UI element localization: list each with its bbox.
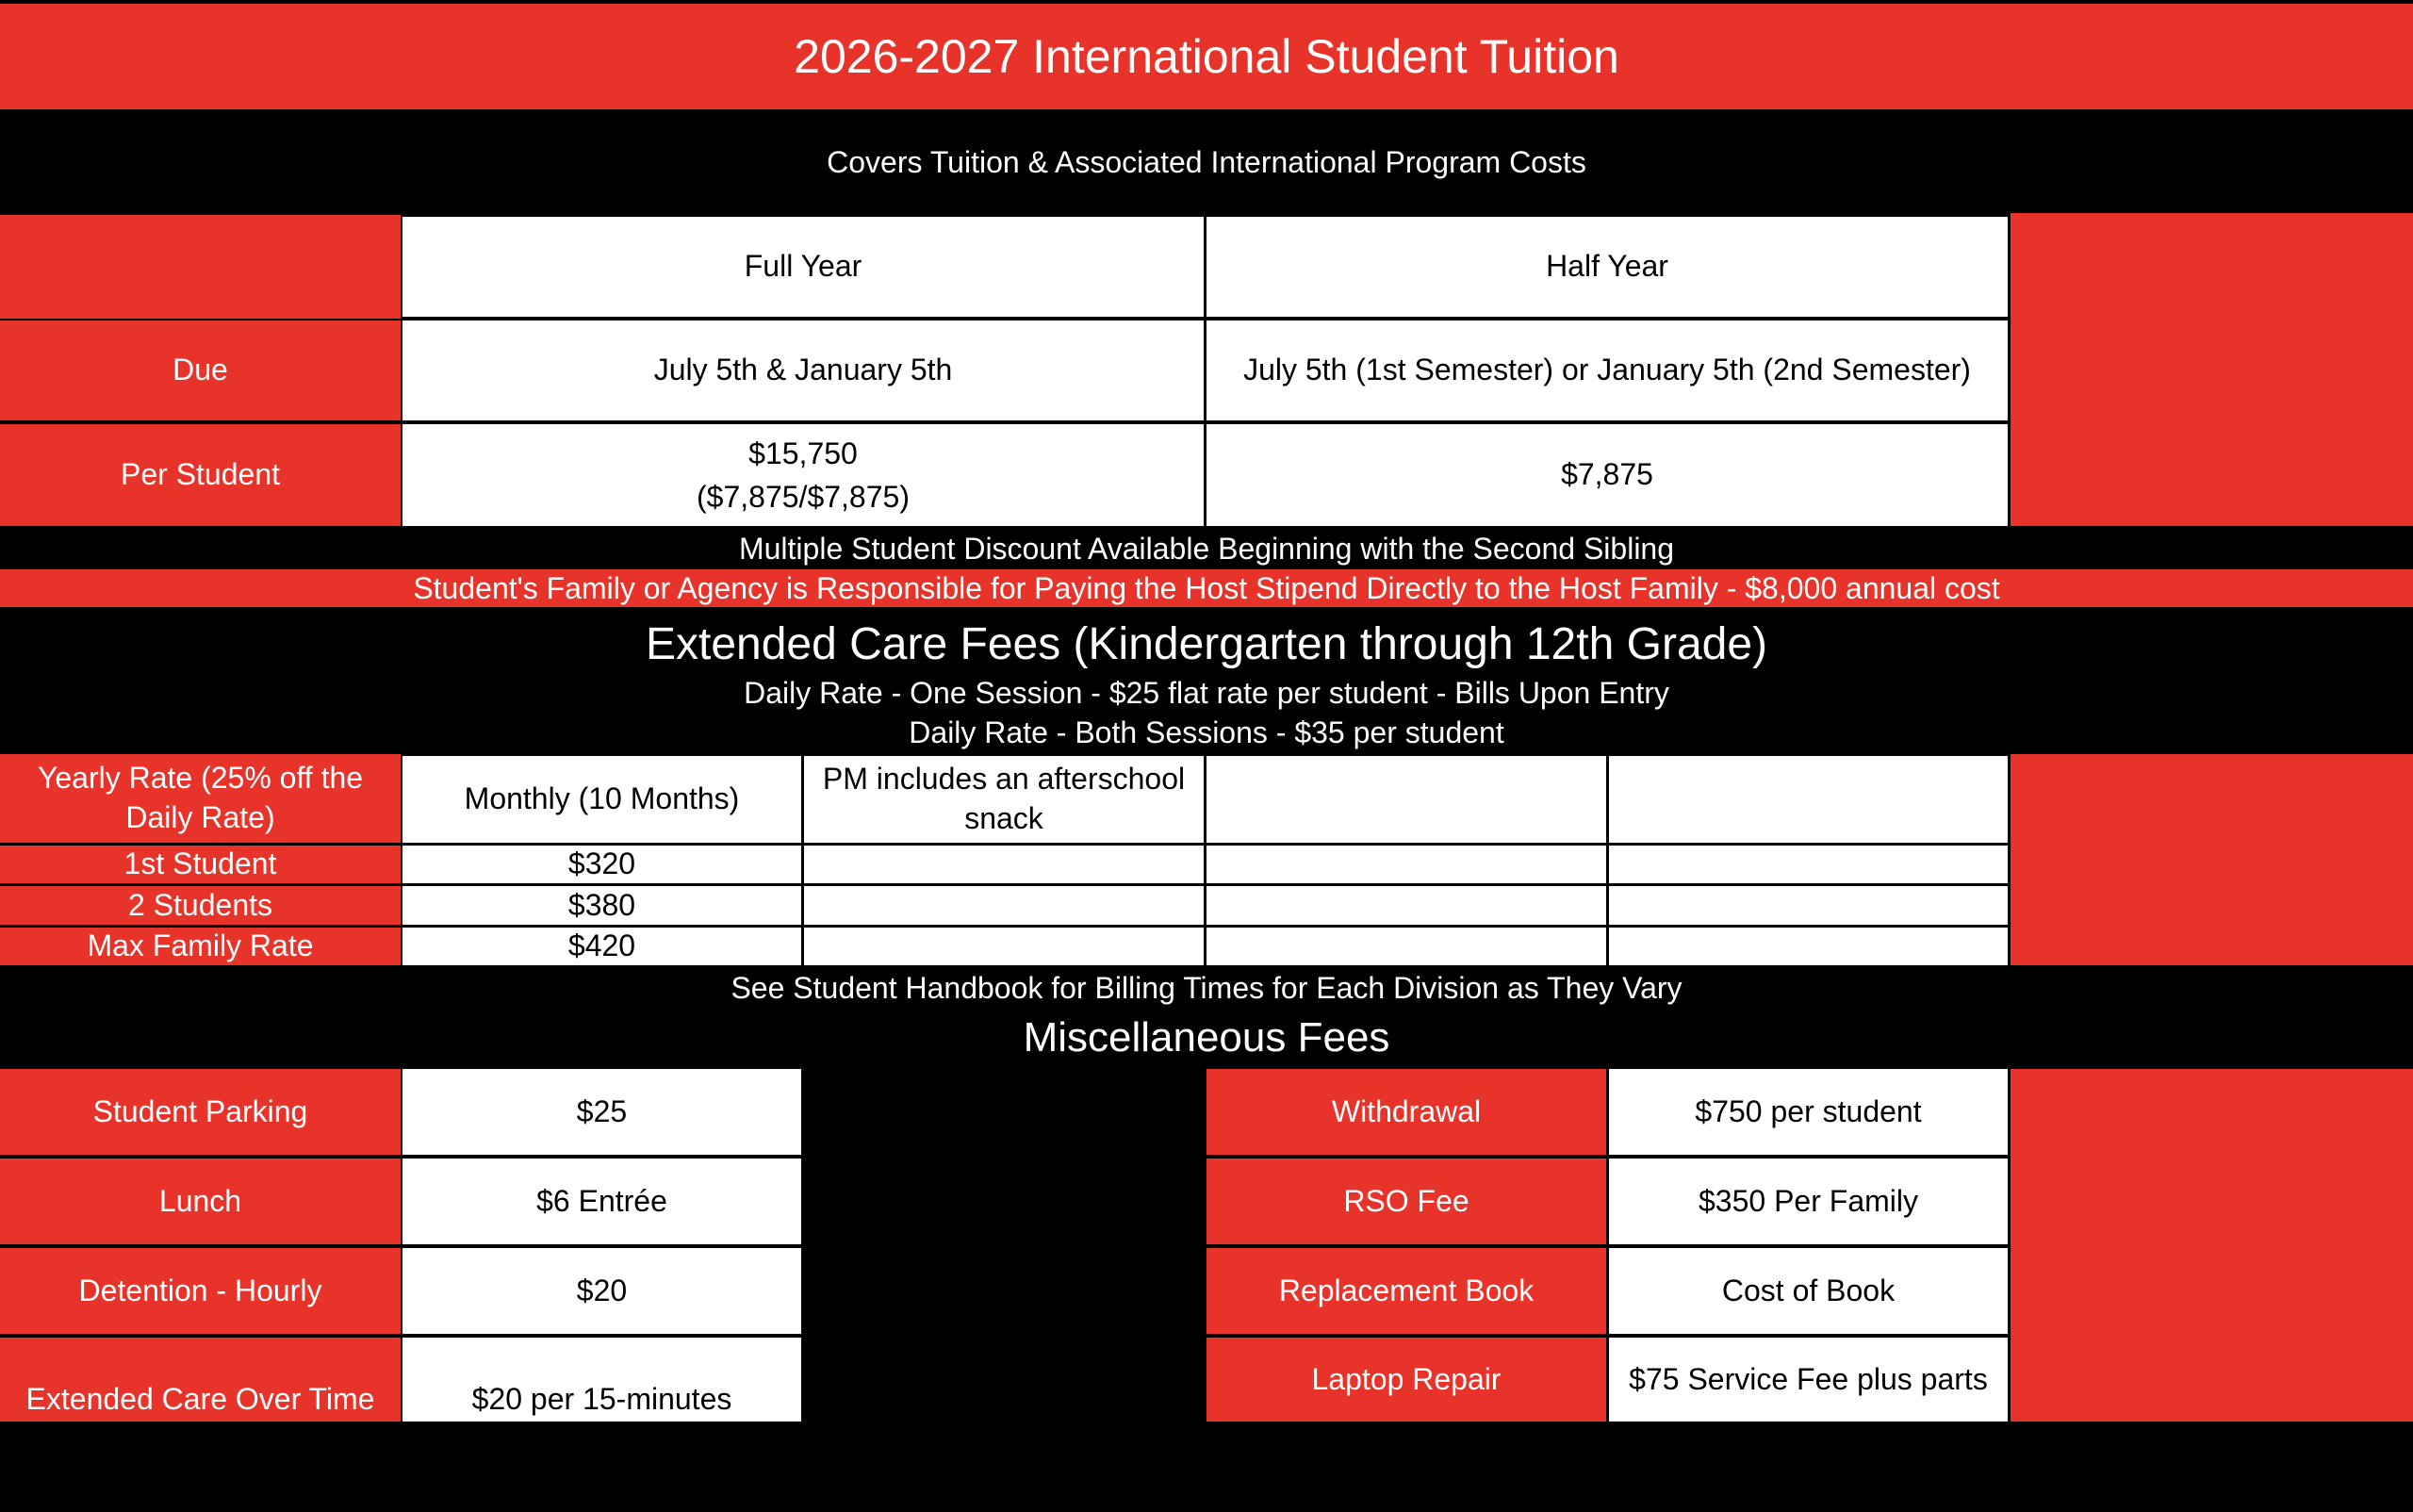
- empty-cell: [1609, 928, 2008, 965]
- ec-row-label: 1st Student: [0, 846, 401, 883]
- empty-cell: [1206, 846, 1606, 883]
- per-student-full-cell: [402, 424, 1204, 526]
- misc-title-bar: [0, 1009, 2413, 1067]
- handbook-note: See Student Handbook for Billing Times for Each Division as They Vary: [0, 967, 2413, 1009]
- misc-right-label: Withdrawal: [1206, 1069, 1606, 1155]
- per-student-half-cell: $7,875: [1206, 424, 2008, 526]
- misc-right-value: $75 Service Fee plus parts: [1609, 1338, 2008, 1422]
- misc-right-value: Cost of Book: [1609, 1248, 2008, 1334]
- half-year-header: Half Year: [1206, 217, 2008, 317]
- misc-left-value: $25: [402, 1069, 801, 1155]
- due-half-cell: July 5th (1st Semester) or January 5th (2nd Semester): [1206, 320, 2008, 420]
- misc-right-value: $350 Per Family: [1609, 1159, 2008, 1244]
- ec-row-value: $420: [402, 928, 801, 965]
- daily-both-sessions: Daily Rate - Both Sessions - $35 per student: [0, 713, 2413, 752]
- empty-cell: [1609, 886, 2008, 925]
- full-split: ($7,875/$7,875): [697, 480, 910, 514]
- empty-cell: [1206, 928, 1606, 965]
- full-total: $15,750: [748, 436, 858, 470]
- ec-row-value: $320: [402, 846, 801, 883]
- empty-cell: [804, 928, 1204, 965]
- empty-cell: [804, 846, 1204, 883]
- misc-left-value: $20: [402, 1248, 801, 1334]
- tuition-subtitle-bar: [0, 109, 2413, 215]
- misc-left-label: Student Parking: [0, 1069, 401, 1155]
- extended-care-title: Extended Care Fees (Kindergarten through 12th Grade): [645, 618, 1768, 669]
- extended-right-fill: [2011, 754, 2413, 965]
- misc-left-label: Lunch: [0, 1159, 401, 1244]
- empty-cell: [804, 886, 1204, 925]
- tuition-corner-cell: [0, 215, 401, 319]
- tuition-right-fill: [2011, 213, 2413, 526]
- per-student-label-cell: Per Student: [0, 424, 401, 526]
- host-note-bar: Student's Family or Agency is Responsible for Paying the Host Stipend Directly to the Host Family - $8,000 annual cost: [0, 569, 2413, 607]
- misc-left-label: Extended Care Over Time: [0, 1338, 401, 1422]
- pm-note-cell: PM includes an afterschool snack: [804, 756, 1204, 843]
- yearly-rate-label: Yearly Rate (25% off the Daily Rate): [0, 754, 401, 843]
- empty-cell: [1609, 756, 2008, 843]
- daily-one-session: Daily Rate - One Session - $25 flat rate per student - Bills Upon Entry: [0, 673, 2413, 713]
- misc-left-value: $20 per 15-minutes: [402, 1338, 801, 1422]
- misc-right-label: Laptop Repair: [1206, 1338, 1606, 1422]
- misc-right-label: Replacement Book: [1206, 1248, 1606, 1334]
- empty-cell: [1609, 846, 2008, 883]
- ec-row-value: $380: [402, 886, 801, 925]
- monthly-label-cell: Monthly (10 Months): [402, 756, 801, 843]
- misc-title: Miscellaneous Fees: [1023, 1014, 1390, 1060]
- misc-left-value: $6 Entrée: [402, 1159, 801, 1244]
- extended-care-title-bar: [0, 611, 2413, 677]
- tuition-title-bar: [0, 4, 2413, 109]
- empty-cell: [1206, 886, 1606, 925]
- misc-right-value: $750 per student: [1609, 1069, 2008, 1155]
- full-year-header: Full Year: [402, 217, 1204, 317]
- due-label-cell: Due: [0, 320, 401, 420]
- misc-left-label: Detention - Hourly: [0, 1248, 401, 1334]
- misc-right-label: RSO Fee: [1206, 1159, 1606, 1244]
- discount-note-bar: Multiple Student Discount Available Beginning with the Second Sibling: [0, 528, 2413, 569]
- ec-row-label: 2 Students: [0, 886, 401, 925]
- misc-right-fill: [2011, 1069, 2413, 1422]
- due-full-cell: July 5th & January 5th: [402, 320, 1204, 420]
- ec-row-label: Max Family Rate: [0, 928, 401, 965]
- empty-cell: [1206, 756, 1606, 843]
- page-title: 2026-2027 International Student Tuition: [794, 30, 1619, 83]
- tuition-subtitle: Covers Tuition & Associated International Program Costs: [827, 144, 1586, 179]
